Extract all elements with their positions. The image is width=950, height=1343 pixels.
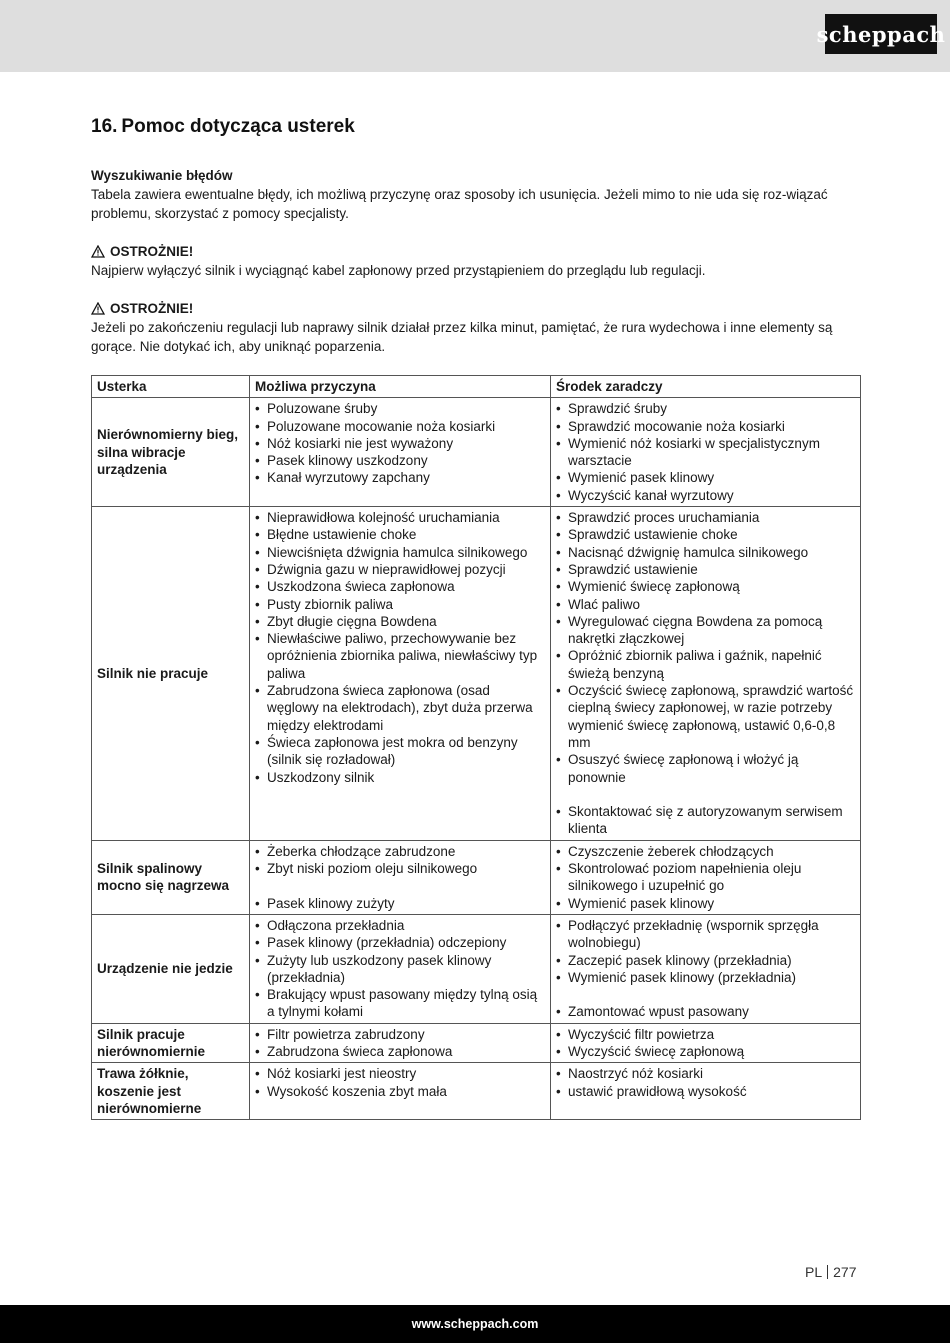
warning-text: Jeżeli po zakończeniu regulacji lub naprawy silnik działał przez kilka minut, pamiętać, że rura wydechowa i inne elementy są gorące. Nie dotykać ich, aby uniknąć poparzenia. xyxy=(91,320,833,354)
remedy-item: • Nacisnąć dźwignię hamulca silnikowego xyxy=(556,544,855,561)
cause-item: • Zbyt długie cięgna Bowdena xyxy=(255,613,545,630)
remedy-item: • Zamontować wpust pasowany xyxy=(556,1003,855,1020)
cause-item: • Niewciśnięta dźwignia hamulca silnikowego xyxy=(255,544,545,561)
cause-cell-list xyxy=(255,1065,545,1100)
table-row xyxy=(92,507,861,841)
remedy-item: • Skontrolować poziom napełnienia oleju silnikowego i uzupełnić go xyxy=(556,860,855,895)
remedy-cell xyxy=(551,1023,861,1063)
remedy-cell-list xyxy=(556,400,855,504)
remedy-item: • Wyczyścić filtr powietrza xyxy=(556,1026,855,1043)
cause-cell xyxy=(250,1023,551,1063)
remedy-item: • Wyregulować cięgna Bowdena za pomocą nakrętki złączkowej xyxy=(556,613,855,648)
cause-item: • Zbyt niski poziom oleju silnikowego xyxy=(255,860,545,877)
remedy-item: • Wymienić nóż kosiarki w specjalistycznym warsztacie xyxy=(556,435,855,470)
table-body xyxy=(92,398,861,1120)
remedy-cell xyxy=(551,398,861,507)
page-number xyxy=(805,1264,856,1280)
remedy-item: • Wyczyścić świecę zapłonową xyxy=(556,1043,855,1060)
table-row xyxy=(92,1063,861,1120)
intro-heading: Wyszukiwanie błędów xyxy=(91,168,233,183)
remedy-cell xyxy=(551,914,861,1023)
remedy-item: • Sprawdzić proces uruchamiania xyxy=(556,509,855,526)
remedy-item: • Podłączyć przekładnię (wspornik sprzęgła wolnobiegu) xyxy=(556,917,855,952)
troubleshooting-table xyxy=(91,375,861,1120)
remedy-item: • Naostrzyć nóż kosiarki xyxy=(556,1065,855,1082)
cause-cell xyxy=(250,507,551,841)
list-spacer xyxy=(556,986,855,1003)
table-row xyxy=(92,914,861,1023)
intro-text: Tabela zawiera ewentualne błędy, ich możliwą przyczynę oraz sposoby ich usunięcia. Jeżeli mimo to nie uda się roz-wiązać problemu, skorzystać z pomocy specjalisty. xyxy=(91,187,828,221)
cause-item: • Kanał wyrzutowy zapchany xyxy=(255,469,545,486)
cause-item: • Uszkodzony silnik xyxy=(255,769,545,786)
remedy-item: • Zaczepić pasek klinowy (przekładnia) xyxy=(556,952,855,969)
remedy-item: • Oczyścić świecę zapłonową, sprawdzić wartość cieplną świecy zapłonowej, w razie potrzeby wymienić świecę zapłonową, ustawić 0,6-0,8 mm xyxy=(556,682,855,751)
cause-item: • Pusty zbiornik paliwa xyxy=(255,596,545,613)
section-title-text: Pomoc dotycząca usterek xyxy=(121,116,355,137)
table-row xyxy=(92,840,861,914)
cause-item: • Żeberka chłodzące zabrudzone xyxy=(255,843,545,860)
page-lang: PL xyxy=(805,1264,823,1280)
cause-cell-list xyxy=(255,917,545,1021)
cause-item: • Brakujący wpust pasowany między tylną osią a tylnymi kołami xyxy=(255,986,545,1021)
remedy-item: • Sprawdzić śruby xyxy=(556,400,855,417)
cause-item: • Pasek klinowy uszkodzony xyxy=(255,452,545,469)
remedy-cell xyxy=(551,1063,861,1120)
cause-item: • Niewłaściwe paliwo, przechowywanie bez opróżnienia zbiornika paliwa, niewłaściwy typ paliwa xyxy=(255,630,545,682)
remedy-item: • Wymienić pasek klinowy xyxy=(556,895,855,912)
section-number: 16. xyxy=(91,116,118,137)
footer-bar xyxy=(0,1305,950,1343)
cause-item: • Błędne ustawienie choke xyxy=(255,526,545,543)
intro-block xyxy=(91,166,859,223)
header-cause: Możliwa przyczyna xyxy=(250,376,551,398)
fault-cell: Urządzenie nie jedzie xyxy=(92,914,250,1023)
remedy-item: • Wymienić pasek klinowy (przekładnia) xyxy=(556,969,855,986)
cause-cell xyxy=(250,840,551,914)
cause-item: • Pasek klinowy zużyty xyxy=(255,895,545,912)
cause-item: • Dźwignia gazu w nieprawidłowej pozycji xyxy=(255,561,545,578)
cause-cell-list xyxy=(255,843,545,912)
cause-item: • Pasek klinowy (przekładnia) odczepiony xyxy=(255,934,545,951)
remedy-item: • Wymienić świecę zapłonową xyxy=(556,578,855,595)
warning-title-text: OSTROŻNIE! xyxy=(110,244,194,259)
remedy-item: • Opróżnić zbiornik paliwa i gaźnik, napełnić świeżą benzyną xyxy=(556,647,855,682)
remedy-cell-list xyxy=(556,843,855,912)
list-spacer xyxy=(255,877,545,894)
remedy-item: • Osuszyć świecę zapłonową i włożyć ją ponownie xyxy=(556,751,855,786)
cause-item: • Poluzowane mocowanie noża kosiarki xyxy=(255,418,545,435)
cause-item: • Nóż kosiarki nie jest wyważony xyxy=(255,435,545,452)
remedy-item: • Czyszczenie żeberek chłodzących xyxy=(556,843,855,860)
cause-item: • Filtr powietrza zabrudzony xyxy=(255,1026,545,1043)
cause-item: • Odłączona przekładnia xyxy=(255,917,545,934)
warning-triangle-icon xyxy=(91,302,105,315)
fault-cell: Silnik nie pracuje xyxy=(92,507,250,841)
remedy-item: • Skontaktować się z autoryzowanym serwisem klienta xyxy=(556,803,855,838)
cause-item: • Nieprawidłowa kolejność uruchamiania xyxy=(255,509,545,526)
remedy-cell-list xyxy=(556,917,855,1021)
warning-block-2 xyxy=(91,299,859,356)
remedy-item: • Sprawdzić ustawienie xyxy=(556,561,855,578)
table-row xyxy=(92,1023,861,1063)
fault-cell: Trawa żółknie, koszenie jest nierównomierne xyxy=(92,1063,250,1120)
remedy-item: • Wymienić pasek klinowy xyxy=(556,469,855,486)
remedy-item: • Wyczyścić kanał wyrzutowy xyxy=(556,487,855,504)
list-spacer xyxy=(556,786,855,803)
remedy-item: • Sprawdzić ustawienie choke xyxy=(556,526,855,543)
fault-cell: Nierównomierny bieg, silna wibracje urządzenia xyxy=(92,398,250,507)
remedy-item: • Sprawdzić mocowanie noża kosiarki xyxy=(556,418,855,435)
remedy-cell-list xyxy=(556,1026,855,1061)
cause-cell xyxy=(250,398,551,507)
cause-item: • Zabrudzona świeca zapłonowa (osad węglowy na elektrodach), zbyt duża przerwa między elektrodami xyxy=(255,682,545,734)
cause-item: • Uszkodzona świeca zapłonowa xyxy=(255,578,545,595)
cause-item: • Zużyty lub uszkodzony pasek klinowy (przekładnia) xyxy=(255,952,545,987)
remedy-item: • ustawić prawidłową wysokość xyxy=(556,1083,855,1100)
scheppach-logo: scheppach xyxy=(825,14,937,54)
footer-url: www.scheppach.com xyxy=(411,1317,539,1331)
main-content xyxy=(91,116,859,1120)
cause-item: • Poluzowane śruby xyxy=(255,400,545,417)
table-header-row xyxy=(92,376,861,398)
remedy-cell-list xyxy=(556,509,855,838)
page-separator xyxy=(827,1265,828,1279)
warning-block-1 xyxy=(91,242,859,280)
cause-item: • Wysokość koszenia zbyt mała xyxy=(255,1083,545,1100)
header-fault: Usterka xyxy=(92,376,250,398)
cause-cell xyxy=(250,914,551,1023)
cause-item: • Nóż kosiarki jest nieostry xyxy=(255,1065,545,1082)
table-row xyxy=(92,398,861,507)
remedy-cell-list xyxy=(556,1065,855,1100)
cause-cell-list xyxy=(255,509,545,786)
fault-cell: Silnik pracuje nierównomiernie xyxy=(92,1023,250,1063)
fault-cell: Silnik spalinowy mocno się nagrzewa xyxy=(92,840,250,914)
cause-cell-list xyxy=(255,1026,545,1061)
remedy-cell xyxy=(551,507,861,841)
remedy-item: • Wlać paliwo xyxy=(556,596,855,613)
header-remedy: Środek zaradczy xyxy=(551,376,861,398)
warning-title-text: OSTROŻNIE! xyxy=(110,301,194,316)
warning-title xyxy=(91,242,859,261)
warning-triangle-icon xyxy=(91,245,105,258)
cause-item: • Zabrudzona świeca zapłonowa xyxy=(255,1043,545,1060)
page-number-value: 277 xyxy=(833,1264,857,1280)
remedy-cell xyxy=(551,840,861,914)
cause-cell xyxy=(250,1063,551,1120)
warning-text: Najpierw wyłączyć silnik i wyciągnąć kabel zapłonowy przed przystąpieniem do przeglądu lub regulacji. xyxy=(91,263,706,278)
section-title xyxy=(91,116,859,138)
cause-cell-list xyxy=(255,400,545,486)
cause-item: • Świeca zapłonowa jest mokra od benzyny (silnik się rozładował) xyxy=(255,734,545,769)
header-band xyxy=(0,0,950,72)
warning-title xyxy=(91,299,859,318)
